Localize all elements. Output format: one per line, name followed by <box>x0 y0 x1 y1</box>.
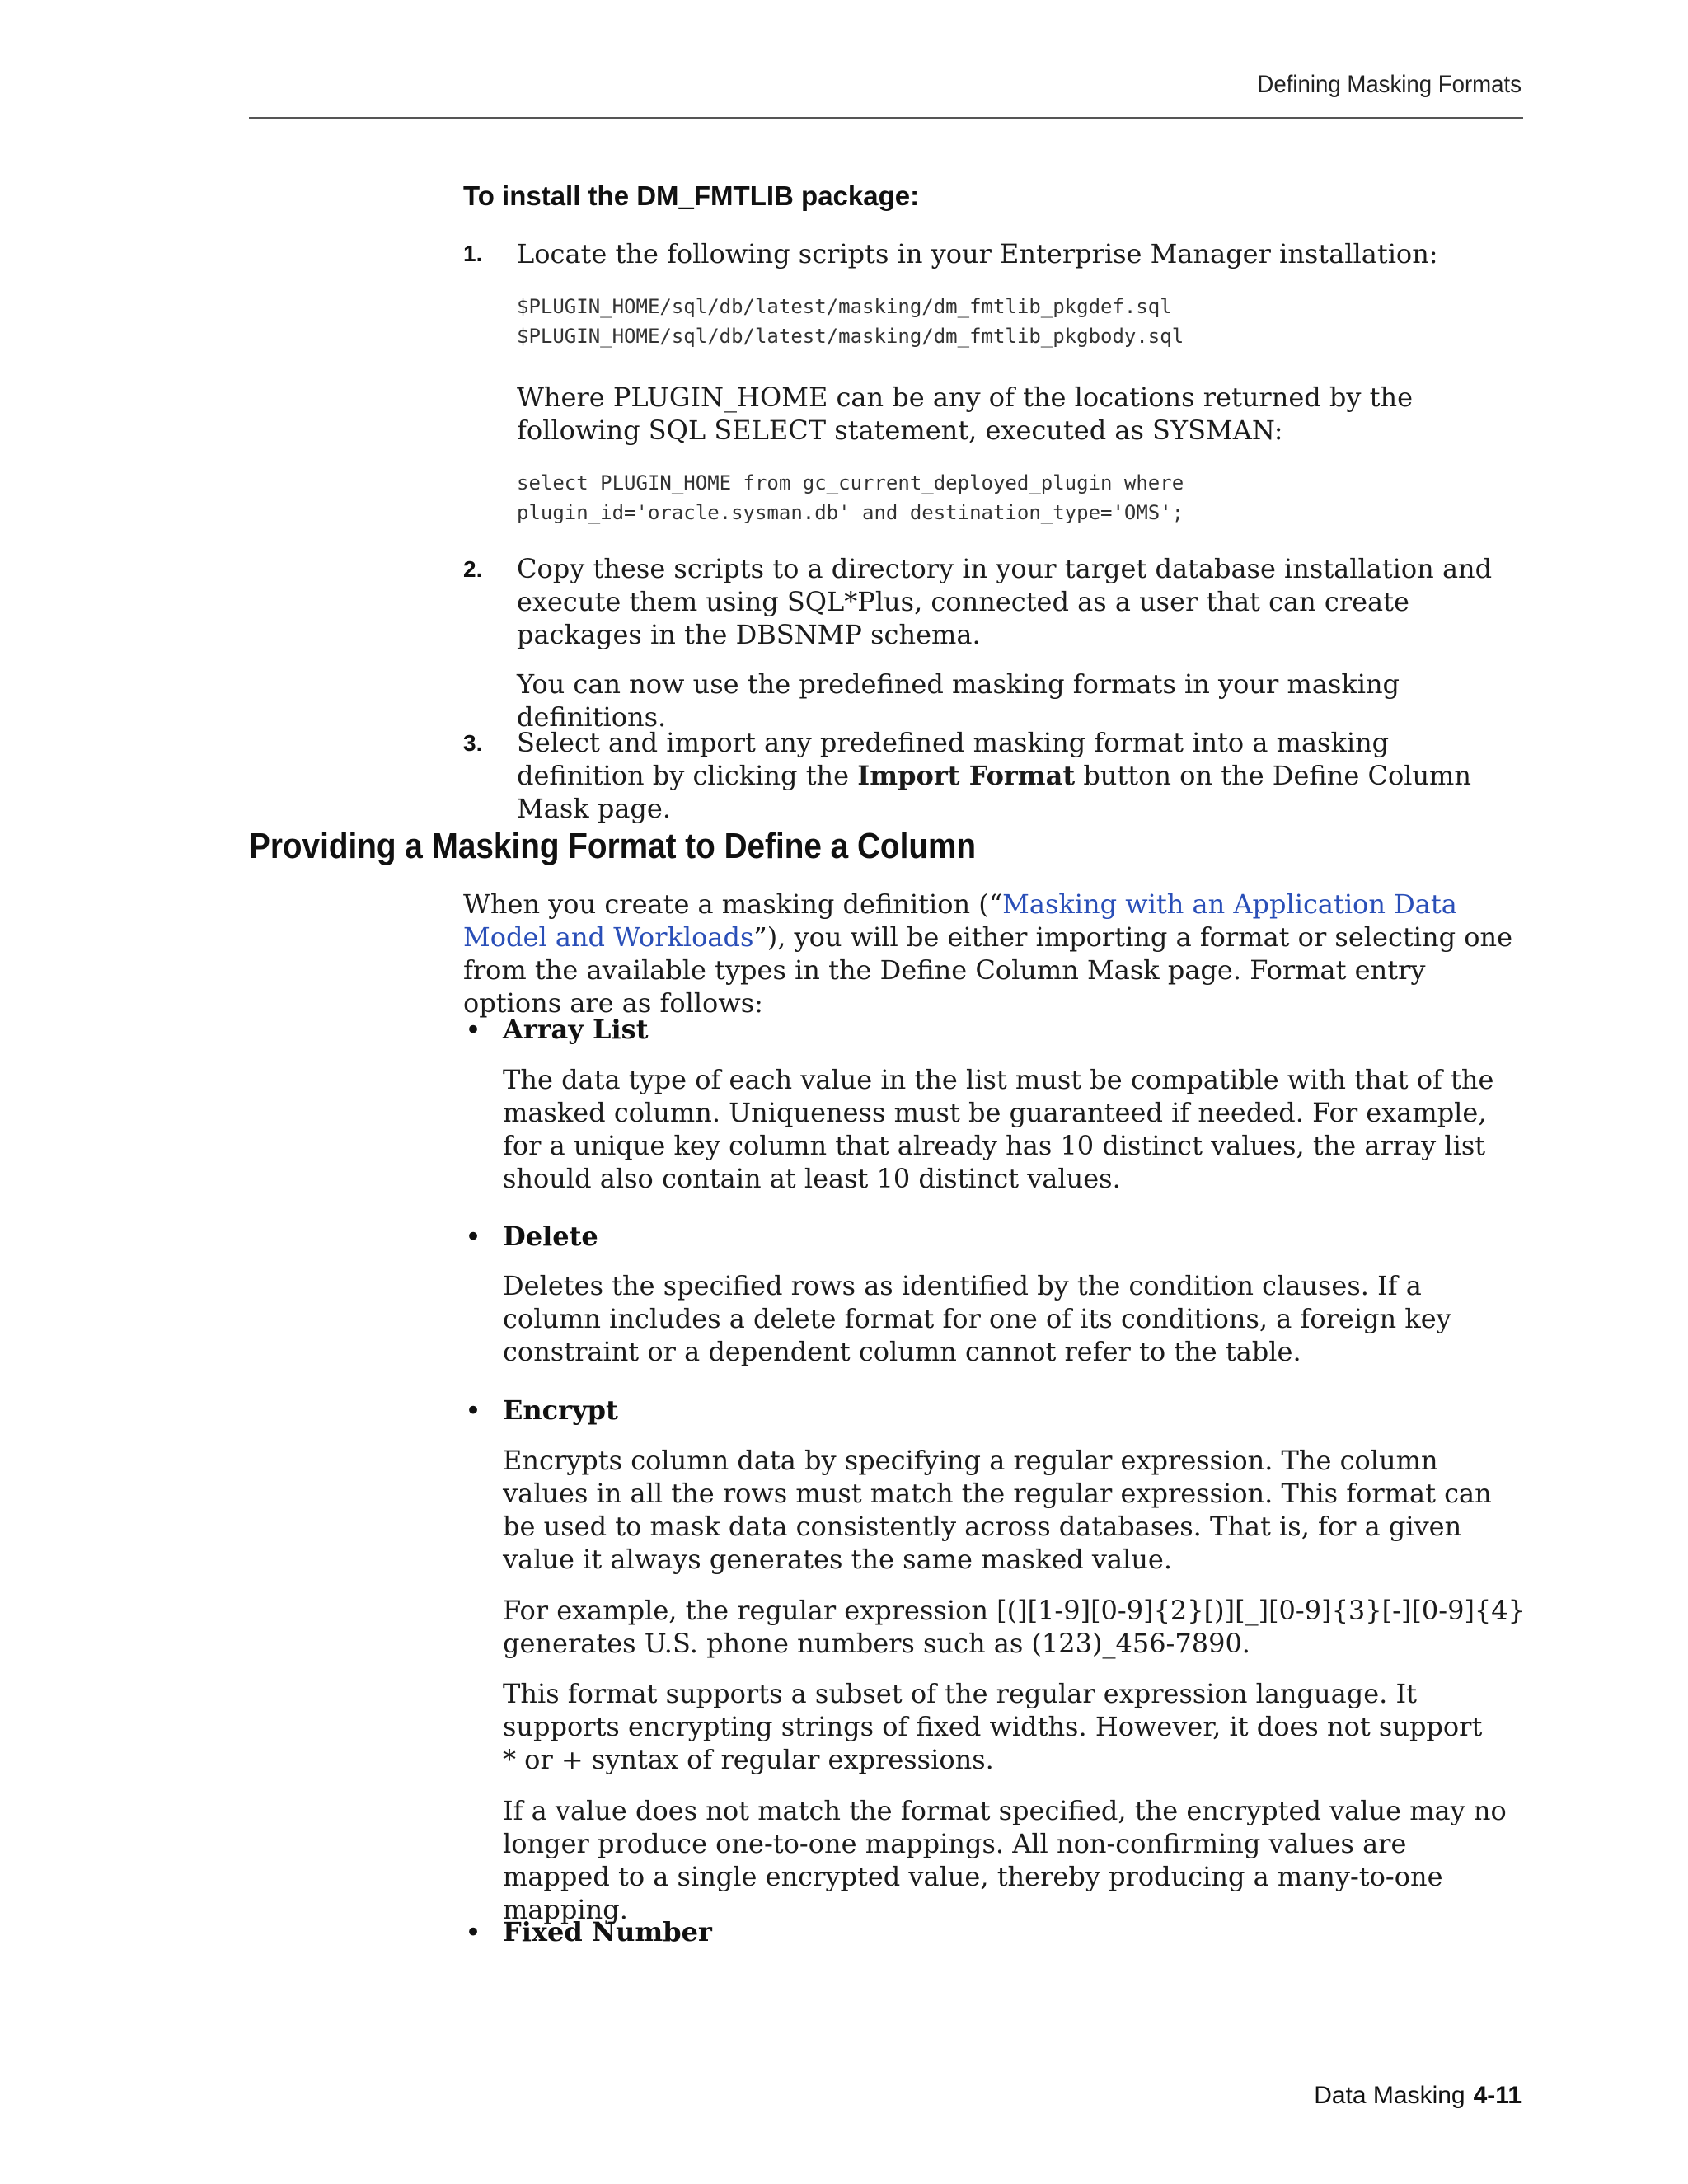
section-intro: When you create a masking definition (“Masking with an Application Data Model and Workloads”), you will be either importing a format or selecting one from the available types in the Define Column Mask page. Format entry options are as follows: <box>463 888 1513 1019</box>
bullet-array-list: • <box>465 1014 482 1047</box>
page-footer <box>1236 2082 1522 2110</box>
step-2-text: Copy these scripts to a directory in your target database installation and execute them using SQL*Plus, connected as a user that can create packages in the DBSNMP schema. <box>517 553 1493 650</box>
step-1-text: Locate the following scripts in your Enterprise Manager installation: <box>517 238 1438 269</box>
array-list-description: The data type of each value in the list must be compatible with that of the masked column. Uniqueness must be guaranteed if needed. For example, for a unique key column that already has 10 distinct values, the array list should also contain at least 10 distinct values. <box>503 1064 1494 1194</box>
code-script-pkgdef: $PLUGIN_HOME/sql/db/latest/masking/dm_fmtlib_pkgdef.sql <box>517 295 1172 318</box>
bullet-encrypt: • <box>465 1394 482 1427</box>
step-2-followup: You can now use the predefined masking formats in your masking definitions. <box>517 668 1400 733</box>
encrypt-example: For example, the regular expression [(][1-9][0-9]{2}[)][_][0-9]{3}[-][0-9]{4} generates U.S. phone numbers such as (123)_456-7890. <box>503 1595 1525 1659</box>
footer-chapter: Data Masking <box>1314 2082 1465 2109</box>
term-encrypt: Encrypt <box>503 1394 618 1426</box>
step-3-text: Select and import any predefined masking format into a masking definition by clicking the Import Format button on the Define Column Mask page. <box>517 727 1471 824</box>
step-1-where-text: Where PLUGIN_HOME can be any of the locations returned by the following SQL SELECT statement, executed as SYSMAN: <box>517 382 1414 446</box>
section-title: Providing a Masking Format to Define a Column <box>249 826 977 866</box>
term-delete: Delete <box>503 1221 598 1252</box>
step-number-3: 3. <box>463 730 483 756</box>
encrypt-subset-note: This format supports a subset of the regular expression language. It supports encrypting strings of fixed widths. However, it does not support * or + syntax of regular expressions. <box>503 1678 1483 1775</box>
code-select-line-2: plugin_id='oracle.sysman.db' and destination_type='OMS'; <box>517 501 1184 524</box>
bullet-delete: • <box>465 1221 482 1254</box>
header-divider <box>249 117 1523 119</box>
term-array-list: Array List <box>503 1014 649 1045</box>
import-format-label: Import Format <box>857 760 1076 791</box>
encrypt-mismatch-note: If a value does not match the format specified, the encrypted value may no longer produce one-to-one mappings. All non-confirming values are mapped to a single encrypted value, thereby producing a many-to-one mapping. <box>503 1795 1507 1925</box>
running-header: Defining Masking Formats <box>1257 71 1522 98</box>
bullet-fixed-number: • <box>465 1916 482 1949</box>
code-script-pkgbody: $PLUGIN_HOME/sql/db/latest/masking/dm_fmtlib_pkgbody.sql <box>517 325 1184 348</box>
page-number: 4-11 <box>1473 2082 1522 2109</box>
encrypt-description: Encrypts column data by specifying a regular expression. The column values in all the rows must match the regular expression. This format can be used to mask data consistently across databases. That is, for a given value it always generates the same masked value. <box>503 1445 1492 1575</box>
step-number-1: 1. <box>463 241 483 266</box>
step-number-2: 2. <box>463 556 483 582</box>
masking-workloads-link[interactable]: Masking with an Application Data Model and Workloads <box>463 888 1457 953</box>
delete-description: Deletes the specified rows as identified by the condition clauses. If a column includes a delete format for one of its conditions, a foreign key constraint or a dependent column cannot refer to the table. <box>503 1270 1451 1367</box>
procedure-title: To install the DM_FMTLIB package: <box>463 180 920 211</box>
term-fixed-number: Fixed Number <box>503 1916 712 1947</box>
code-select-line-1: select PLUGIN_HOME from gc_current_deployed_plugin where <box>517 471 1184 494</box>
